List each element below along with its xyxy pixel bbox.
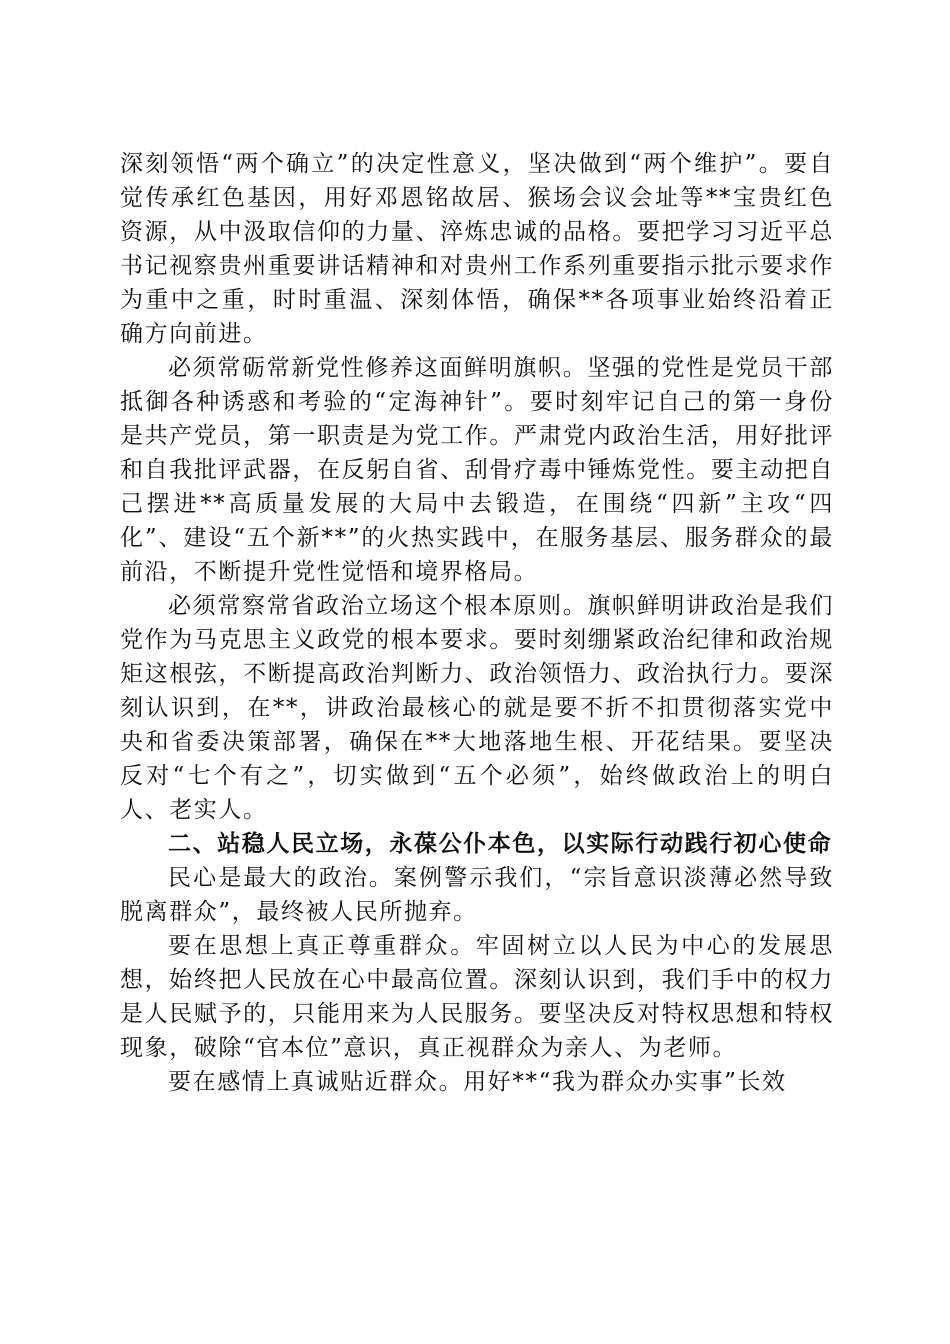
section-heading: 二、站稳人民立场，永葆公仆本色，以实际行动践行初心使命 — [168, 830, 833, 857]
paragraph-5: 要在思想上真正尊重群众。牢固树立以人民为中心的发展思想，始终把人民放在心中最高位置。深刻认识到，我们手中的权力是人民赋予的，只能用来为人民服务。要坚决反对特权思想和特权现象，破除“官本位”意识，真正视群众为亲人、为老师。 — [120, 933, 834, 1061]
paragraph-6: 要在感情上真诚贴近群众。用好**“我为群众办实事”长效 — [168, 1069, 787, 1095]
paragraph-4: 民心是最大的政治。案例警示我们，“宗旨意识淡薄必然导致脱离群众”，最终被人民所抛弃。 — [120, 865, 834, 925]
paragraph-2: 必须常砺常新党性修养这面鲜明旗帜。坚强的党性是党员干部抵御各种诱惑和考验的“定海神针”。要时刻牢记自己的第一身份是共产党员，第一职责是为党工作。严肃党内政治生活，用好批评和自我批评武器，在反躬自省、刮骨疗毒中锤炼党性。要主动把自己摆进**高质量发展的大局中去锻造，在围绕“四新”主攻“四化”、建设“五个新**”的火热实践中，在服务基层、服务群众的最前沿，不断提升党性觉悟和境界格局。 — [120, 355, 834, 585]
paragraph-1: 深刻领悟“两个确立”的决定性意义，坚决做到“两个维护”。要自觉传承红色基因，用好邓恩铭故居、猴场会议会址等**宝贵红色资源，从中汲取信仰的力量、淬炼忠诚的品格。要把学习习近平总书记视察贵州重要讲话精神和对贵州工作系列重要指示批示要求作为重中之重，时时重温、深刻体悟，确保**各项事业始终沿着正确方向前进。 — [120, 151, 834, 347]
document-body — [120, 147, 834, 1099]
paragraph-3: 必须常察常省政治立场这个根本原则。旗帜鲜明讲政治是我们党作为马克思主义政党的根本要求。要时刻绷紧政治纪律和政治规矩这根弦，不断提高政治判断力、政治领悟力、政治执行力。要深刻认识到，在**，讲政治最核心的就是要不折不扣贯彻落实党中央和省委决策部署，确保在**大地落地生根、开花结果。要坚决反对“七个有之”，切实做到“五个必须”，始终做政治上的明白人、老实人。 — [120, 593, 834, 823]
